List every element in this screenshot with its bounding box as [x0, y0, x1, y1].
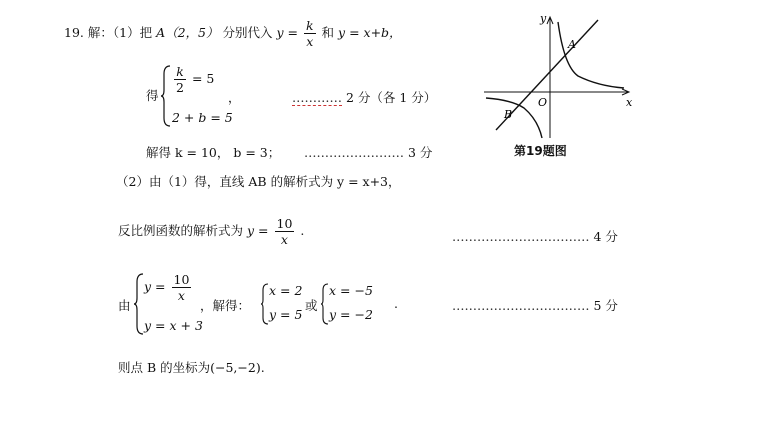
step4-or: 或 [305, 298, 318, 313]
step3-lhs: y = [247, 223, 269, 238]
system-line-1 [172, 64, 214, 95]
step1-dots: ………… [292, 90, 342, 105]
sol2-y: y = −2 [329, 307, 373, 322]
step2-dots: …………………… [304, 145, 404, 160]
step4-numerator: 10 [173, 272, 190, 287]
eq2: y = x+b， [338, 25, 402, 40]
point-a: A（2，5） [156, 25, 219, 40]
step4-period: . [394, 296, 398, 311]
step2-text: 解得 k = 10， b = 3； [146, 145, 281, 160]
and-text: 和 [321, 25, 335, 40]
intro-tail: 分别代入 [222, 25, 273, 40]
step2-line [146, 143, 280, 161]
label-x: x [626, 96, 633, 109]
step5-line: 则点 B 的坐标为(−5,−2). [118, 360, 265, 375]
step1-comma: ， [228, 90, 241, 105]
hyperbola-branch-2 [486, 98, 542, 138]
step3-denominator: x [275, 231, 295, 247]
sol1-x: x = 2 [269, 283, 303, 298]
figure-caption: 第19题图 [514, 144, 567, 158]
sys1-numerator: k [176, 64, 184, 79]
step4-sys-line-2: y = x + 3 [144, 318, 203, 333]
step3-score-line [452, 227, 618, 245]
step3-score: 4 分 [593, 229, 618, 244]
sol2-x: x = −5 [329, 283, 373, 298]
step3-dots: …………………………… [452, 229, 590, 244]
eq1-denominator: x [304, 33, 316, 49]
intro-text: 解：（1）把 [87, 25, 153, 40]
step4-sys1-lhs: y = [144, 279, 166, 294]
step4-jiede: ，解得： [200, 298, 251, 313]
step3-period: . [300, 223, 305, 238]
step2-score: 3 分 [407, 145, 433, 160]
sys1-rhs: = 5 [191, 71, 215, 86]
sol1-y: y = 5 [269, 307, 303, 322]
step2-score-line [304, 143, 432, 161]
figure-graph [478, 10, 638, 150]
step3-line [118, 216, 304, 247]
step4-denominator: x [172, 287, 192, 303]
sys1-denominator: 2 [176, 80, 184, 95]
label-a: A [568, 38, 576, 51]
de-label: 得 [146, 88, 159, 103]
eq1-fraction [304, 18, 316, 49]
step1-score: 2 分（各 1 分） [345, 90, 437, 105]
step3-text: 反比例函数的解析式为 [118, 223, 244, 238]
step4-dots: …………………………… [452, 298, 590, 313]
part2-line: （2）由（1）得，直线 AB 的解析式为 y = x+3， [116, 174, 401, 189]
step1-score-line [292, 88, 436, 106]
step4-you: 由 [118, 298, 131, 313]
problem-number: 19. [64, 25, 84, 40]
eq1-lhs: y = [276, 25, 298, 40]
sys1-fraction [174, 64, 186, 95]
step4-fraction [172, 272, 192, 303]
brace-left [160, 64, 172, 128]
step3-fraction [275, 216, 295, 247]
eq1-numerator: k [305, 18, 314, 33]
label-y: y [540, 12, 547, 25]
system-line-2: 2 + b = 5 [172, 110, 233, 125]
problem-line [64, 18, 402, 49]
label-b: B [504, 108, 513, 121]
step3-numerator: 10 [276, 216, 293, 231]
step4-score-line [452, 296, 618, 314]
step4-score: 5 分 [593, 298, 618, 313]
step4-sys-line-1 [144, 272, 193, 303]
hyperbola-branch-1 [558, 22, 624, 88]
label-o: O [538, 96, 548, 109]
